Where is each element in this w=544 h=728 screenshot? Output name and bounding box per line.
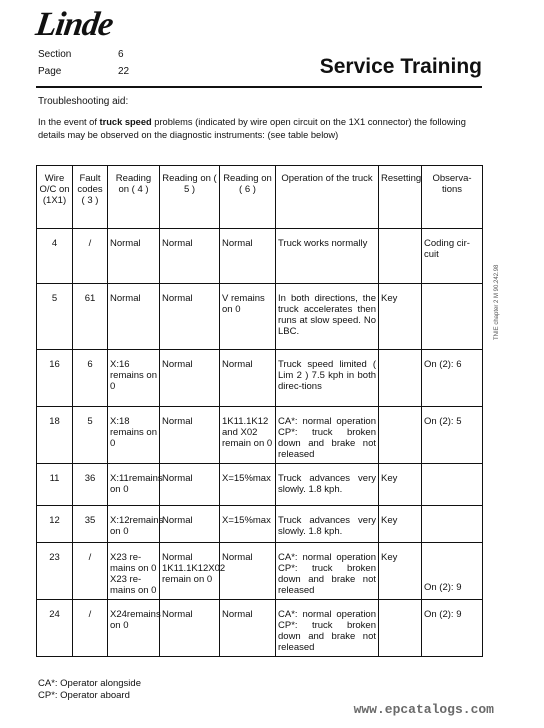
cell-operation: Truck advances very slowly. 1.8 kph.	[276, 506, 379, 543]
table-row	[37, 543, 483, 600]
col-header-fault: Fault codes ( 3 )	[73, 166, 108, 229]
col-header-wire: Wire O/C on (1X1)	[37, 166, 73, 229]
cell-operation: Truck speed limited ( Lim 2 ) 7.5 kph in both direc-tions	[276, 350, 379, 407]
cell-operation: In both directions, the truck accelerates then runs at slow speed. No LBC.	[276, 284, 379, 350]
cell-observation	[422, 284, 483, 350]
cell-operation: CA*: normal operation CP*: truck broken down and brake not released	[276, 407, 379, 464]
section-value: 6	[118, 49, 124, 60]
cell-reset	[379, 350, 422, 407]
cell-observation	[422, 464, 483, 506]
cell-r6: X=15%max	[220, 506, 276, 543]
cell-fault: /	[73, 543, 108, 600]
cell-fault: /	[73, 600, 108, 657]
intro-bold: truck speed	[99, 117, 152, 127]
cell-r4: X24remains on 0	[108, 600, 160, 657]
cell-r4: X:11remains on 0	[108, 464, 160, 506]
cell-fault: 35	[73, 506, 108, 543]
cell-r6: Normal	[220, 600, 276, 657]
cell-fault: 36	[73, 464, 108, 506]
subheading: Troubleshooting aid:	[38, 96, 129, 107]
cell-wire: 18	[37, 407, 73, 464]
section-label: Section	[38, 49, 72, 60]
table-row	[37, 600, 483, 657]
cell-r5: Normal	[160, 600, 220, 657]
cell-wire: 11	[37, 464, 73, 506]
footnotes	[38, 678, 141, 702]
page-value: 22	[118, 66, 130, 77]
cell-observation	[422, 506, 483, 543]
troubleshooting-table	[36, 165, 483, 657]
cell-wire: 5	[37, 284, 73, 350]
cell-reset	[379, 600, 422, 657]
cell-wire: 24	[37, 600, 73, 657]
watermark: www.epcatalogs.com	[353, 702, 494, 717]
cell-operation: CA*: normal operation CP*: truck broken down and brake not released	[276, 600, 379, 657]
cell-wire: 12	[37, 506, 73, 543]
table-row	[37, 229, 483, 284]
cell-fault: /	[73, 229, 108, 284]
cell-r4: Normal	[108, 229, 160, 284]
cell-r6: Normal	[220, 543, 276, 600]
cell-reset: Key	[379, 506, 422, 543]
cell-fault: 61	[73, 284, 108, 350]
cell-operation: CA*: normal operation CP*: truck broken down and brake not released	[276, 543, 379, 600]
linde-logo: Linde	[33, 6, 115, 43]
cell-wire: 23	[37, 543, 73, 600]
cell-r6: Normal	[220, 229, 276, 284]
page-line	[38, 66, 129, 77]
table-row	[37, 284, 483, 350]
page-title: Service Training	[319, 55, 482, 78]
cell-wire: 4	[37, 229, 73, 284]
cell-r6: V remains on 0	[220, 284, 276, 350]
cell-reset: Key	[379, 464, 422, 506]
col-header-reading-5: Reading on ( 5 )	[160, 166, 220, 229]
section-line	[38, 49, 124, 60]
footnote-cp: CP*: Operator aboard	[38, 690, 130, 701]
cell-fault: 5	[73, 407, 108, 464]
intro-before: In the event of	[38, 117, 100, 127]
col-header-resetting: Resetting	[379, 166, 422, 229]
cell-reset: Key	[379, 284, 422, 350]
table-row	[37, 407, 483, 464]
table-header-row	[37, 166, 483, 229]
cell-r5: Normal	[160, 464, 220, 506]
table-row	[37, 464, 483, 506]
cell-r5: Normal	[160, 407, 220, 464]
cell-r4: X:18 remains on 0	[108, 407, 160, 464]
col-header-observations: Observa-tions	[422, 166, 483, 229]
page-label: Page	[38, 66, 62, 77]
cell-observation: Coding cir-cuit	[422, 229, 483, 284]
cell-r6: X=15%max	[220, 464, 276, 506]
col-header-reading-6: Reading on ( 6 )	[220, 166, 276, 229]
cell-r5: Normal	[160, 506, 220, 543]
cell-r4: X:12remains on 0	[108, 506, 160, 543]
side-reference: TNIE chapter 2 M 90.242.98	[494, 264, 500, 340]
cell-observation: On (2): 5	[422, 407, 483, 464]
cell-observation: On (2): 9	[422, 600, 483, 657]
cell-r5: Normal 1K11.1K12X02 remain on 0	[160, 543, 220, 600]
cell-fault: 6	[73, 350, 108, 407]
cell-observation: On (2): 9	[422, 543, 483, 600]
cell-observation: On (2): 6	[422, 350, 483, 407]
cell-operation: Truck advances very slowly. 1.8 kph.	[276, 464, 379, 506]
footnote-ca: CA*: Operator alongside	[38, 678, 141, 689]
intro-paragraph	[38, 116, 488, 142]
cell-reset	[379, 407, 422, 464]
cell-r6: Normal	[220, 350, 276, 407]
cell-r5: Normal	[160, 284, 220, 350]
cell-r5: Normal	[160, 229, 220, 284]
cell-reset: Key	[379, 543, 422, 600]
cell-r5: Normal	[160, 350, 220, 407]
col-header-reading-4: Reading on ( 4 )	[108, 166, 160, 229]
cell-r4: Normal	[108, 284, 160, 350]
cell-reset	[379, 229, 422, 284]
cell-r6: 1K11.1K12 and X02 remain on 0	[220, 407, 276, 464]
header-divider	[36, 86, 482, 88]
cell-operation: Truck works normally	[276, 229, 379, 284]
intro-after: problems (indicated by wire open circuit on the 1X1 connector) the following details may be observed on the diagnostic instruments: (see table below)	[38, 117, 466, 140]
cell-r4: X:16 remains on 0	[108, 350, 160, 407]
cell-r4: X23 re-mains on 0 X23 re-mains on 0	[108, 543, 160, 600]
table-row	[37, 350, 483, 407]
table-row	[37, 506, 483, 543]
col-header-operation: Operation of the truck	[276, 166, 379, 229]
cell-wire: 16	[37, 350, 73, 407]
